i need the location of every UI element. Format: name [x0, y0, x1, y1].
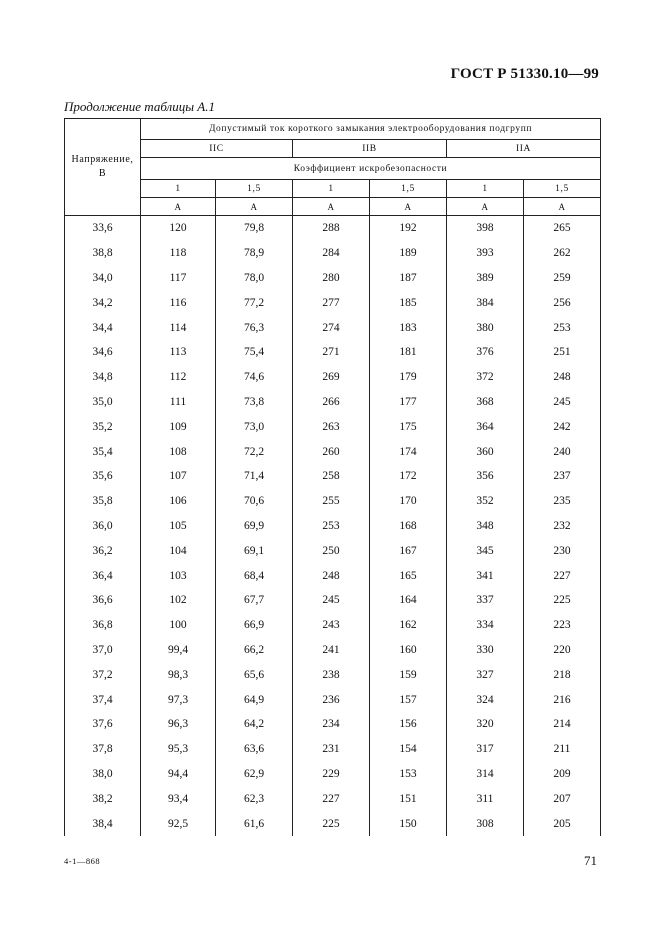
current-cell: 70,6 [216, 489, 293, 514]
current-cell: 93,4 [141, 786, 216, 811]
table-row [65, 613, 601, 638]
current-cell: 75,4 [216, 340, 293, 365]
current-cell: 327 [447, 662, 524, 687]
voltage-cell: 33,6 [65, 216, 141, 241]
current-cell: 177 [370, 390, 447, 415]
voltage-cell: 35,6 [65, 464, 141, 489]
current-cell: 77,2 [216, 290, 293, 315]
current-cell: 262 [524, 241, 601, 266]
current-cell: 100 [141, 613, 216, 638]
coefficient-header: Коэффициент искробезопасности [141, 158, 601, 180]
current-cell: 238 [293, 662, 370, 687]
table-row [65, 811, 601, 836]
voltage-cell: 35,0 [65, 390, 141, 415]
current-cell: 236 [293, 687, 370, 712]
current-cell: 183 [370, 315, 447, 340]
current-cell: 170 [370, 489, 447, 514]
current-cell: 165 [370, 563, 447, 588]
coefficient-cell: 1,5 [216, 180, 293, 198]
voltage-cell: 34,8 [65, 365, 141, 390]
voltage-cell: 38,8 [65, 241, 141, 266]
current-cell: 348 [447, 514, 524, 539]
current-cell: 255 [293, 489, 370, 514]
current-cell: 364 [447, 414, 524, 439]
current-cell: 181 [370, 340, 447, 365]
unit-cell: А [447, 198, 524, 216]
current-cell: 308 [447, 811, 524, 836]
current-cell: 159 [370, 662, 447, 687]
current-cell: 112 [141, 365, 216, 390]
current-cell: 104 [141, 538, 216, 563]
table-row [65, 762, 601, 787]
voltage-cell: 38,4 [65, 811, 141, 836]
current-cell: 311 [447, 786, 524, 811]
voltage-header-line2: В [98, 168, 107, 179]
current-cell: 98,3 [141, 662, 216, 687]
current-cell: 164 [370, 588, 447, 613]
voltage-cell: 36,4 [65, 563, 141, 588]
current-cell: 263 [293, 414, 370, 439]
table-row [65, 489, 601, 514]
current-cell: 151 [370, 786, 447, 811]
current-cell: 64,9 [216, 687, 293, 712]
table-row [65, 712, 601, 737]
current-cell: 360 [447, 439, 524, 464]
voltage-cell: 37,6 [65, 712, 141, 737]
current-cell: 248 [524, 365, 601, 390]
table-row [65, 737, 601, 762]
current-cell: 108 [141, 439, 216, 464]
current-cell: 245 [524, 390, 601, 415]
current-cell: 187 [370, 266, 447, 291]
current-cell: 352 [447, 489, 524, 514]
voltage-cell: 37,4 [65, 687, 141, 712]
voltage-cell: 34,4 [65, 315, 141, 340]
unit-cell: А [370, 198, 447, 216]
current-cell: 175 [370, 414, 447, 439]
table-row [65, 365, 601, 390]
current-cell: 69,9 [216, 514, 293, 539]
current-cell: 94,4 [141, 762, 216, 787]
current-cell: 398 [447, 216, 524, 241]
current-cell: 372 [447, 365, 524, 390]
current-cell: 265 [524, 216, 601, 241]
group-header: Допустимый ток короткого замыкания электрооборудования подгрупп [141, 119, 601, 140]
voltage-header-line1: Напряжение, [71, 154, 134, 165]
subgroup-header: IIA [447, 140, 601, 158]
current-cell: 288 [293, 216, 370, 241]
current-cell: 105 [141, 514, 216, 539]
voltage-cell: 34,2 [65, 290, 141, 315]
table-caption: Продолжение таблицы А.1 [64, 99, 215, 114]
current-cell: 160 [370, 638, 447, 663]
table-row [65, 290, 601, 315]
current-cell: 73,8 [216, 390, 293, 415]
current-cell: 72,2 [216, 439, 293, 464]
current-cell: 153 [370, 762, 447, 787]
current-cell: 245 [293, 588, 370, 613]
table-row [65, 786, 601, 811]
table-row [65, 315, 601, 340]
current-cell: 114 [141, 315, 216, 340]
current-cell: 205 [524, 811, 601, 836]
current-cell: 314 [447, 762, 524, 787]
current-cell: 376 [447, 340, 524, 365]
current-cell: 214 [524, 712, 601, 737]
current-cell: 67,7 [216, 588, 293, 613]
current-cell: 227 [293, 786, 370, 811]
current-cell: 116 [141, 290, 216, 315]
current-cell: 167 [370, 538, 447, 563]
current-cell: 253 [293, 514, 370, 539]
current-cell: 103 [141, 563, 216, 588]
current-cell: 269 [293, 365, 370, 390]
current-cell: 106 [141, 489, 216, 514]
voltage-cell: 36,6 [65, 588, 141, 613]
current-cell: 172 [370, 464, 447, 489]
current-cell: 330 [447, 638, 524, 663]
table-row [65, 216, 601, 241]
current-limits-table [64, 118, 601, 836]
current-cell: 259 [524, 266, 601, 291]
current-cell: 66,9 [216, 613, 293, 638]
current-cell: 253 [524, 315, 601, 340]
table-row [65, 588, 601, 613]
current-cell: 256 [524, 290, 601, 315]
voltage-column-header [65, 119, 141, 216]
current-cell: 154 [370, 737, 447, 762]
current-cell: 251 [524, 340, 601, 365]
current-cell: 218 [524, 662, 601, 687]
current-cell: 274 [293, 315, 370, 340]
current-cell: 74,6 [216, 365, 293, 390]
voltage-cell: 36,8 [65, 613, 141, 638]
current-cell: 157 [370, 687, 447, 712]
current-cell: 258 [293, 464, 370, 489]
current-cell: 227 [524, 563, 601, 588]
table-row [65, 687, 601, 712]
current-cell: 97,3 [141, 687, 216, 712]
current-cell: 64,2 [216, 712, 293, 737]
unit-cell: А [216, 198, 293, 216]
current-cell: 250 [293, 538, 370, 563]
table-row [65, 390, 601, 415]
current-cell: 156 [370, 712, 447, 737]
current-cell: 65,6 [216, 662, 293, 687]
current-cell: 277 [293, 290, 370, 315]
current-cell: 107 [141, 464, 216, 489]
current-cell: 78,9 [216, 241, 293, 266]
current-cell: 73,0 [216, 414, 293, 439]
voltage-cell: 38,0 [65, 762, 141, 787]
current-cell: 384 [447, 290, 524, 315]
voltage-cell: 36,0 [65, 514, 141, 539]
current-cell: 337 [447, 588, 524, 613]
current-cell: 317 [447, 737, 524, 762]
current-cell: 71,4 [216, 464, 293, 489]
current-cell: 242 [524, 414, 601, 439]
unit-cell: А [524, 198, 601, 216]
current-cell: 243 [293, 613, 370, 638]
current-cell: 216 [524, 687, 601, 712]
current-cell: 150 [370, 811, 447, 836]
voltage-cell: 37,2 [65, 662, 141, 687]
current-cell: 174 [370, 439, 447, 464]
coefficient-cell: 1,5 [524, 180, 601, 198]
voltage-cell: 38,2 [65, 786, 141, 811]
table-row [65, 241, 601, 266]
coefficient-cell: 1 [447, 180, 524, 198]
current-cell: 241 [293, 638, 370, 663]
table-row [65, 563, 601, 588]
coefficient-cell: 1 [141, 180, 216, 198]
unit-row [65, 198, 601, 216]
current-cell: 356 [447, 464, 524, 489]
current-cell: 389 [447, 266, 524, 291]
table-body [65, 216, 601, 836]
table-row [65, 538, 601, 563]
current-cell: 111 [141, 390, 216, 415]
coefficient-row [65, 180, 601, 198]
current-cell: 324 [447, 687, 524, 712]
current-cell: 102 [141, 588, 216, 613]
current-cell: 118 [141, 241, 216, 266]
current-cell: 99,4 [141, 638, 216, 663]
voltage-cell: 34,0 [65, 266, 141, 291]
current-cell: 211 [524, 737, 601, 762]
subgroup-header: IIB [293, 140, 447, 158]
current-cell: 185 [370, 290, 447, 315]
table-row [65, 514, 601, 539]
current-cell: 92,5 [141, 811, 216, 836]
coefficient-cell: 1 [293, 180, 370, 198]
unit-cell: А [141, 198, 216, 216]
current-cell: 260 [293, 439, 370, 464]
current-cell: 62,9 [216, 762, 293, 787]
table-row [65, 340, 601, 365]
current-cell: 237 [524, 464, 601, 489]
current-cell: 271 [293, 340, 370, 365]
current-cell: 234 [293, 712, 370, 737]
table-row [65, 266, 601, 291]
current-cell: 62,3 [216, 786, 293, 811]
current-cell: 320 [447, 712, 524, 737]
current-cell: 120 [141, 216, 216, 241]
table-row [65, 439, 601, 464]
current-cell: 345 [447, 538, 524, 563]
current-cell: 284 [293, 241, 370, 266]
unit-cell: А [293, 198, 370, 216]
current-cell: 334 [447, 613, 524, 638]
current-cell: 341 [447, 563, 524, 588]
subgroup-header: IIC [141, 140, 293, 158]
voltage-cell: 36,2 [65, 538, 141, 563]
current-cell: 189 [370, 241, 447, 266]
standard-code: ГОСТ Р 51330.10—99 [450, 66, 599, 82]
voltage-cell: 35,4 [65, 439, 141, 464]
current-cell: 230 [524, 538, 601, 563]
current-cell: 280 [293, 266, 370, 291]
current-cell: 220 [524, 638, 601, 663]
table-header [65, 119, 601, 216]
voltage-cell: 35,8 [65, 489, 141, 514]
current-cell: 223 [524, 613, 601, 638]
current-cell: 380 [447, 315, 524, 340]
current-cell: 96,3 [141, 712, 216, 737]
current-cell: 109 [141, 414, 216, 439]
current-cell: 61,6 [216, 811, 293, 836]
current-cell: 69,1 [216, 538, 293, 563]
current-cell: 113 [141, 340, 216, 365]
voltage-cell: 37,0 [65, 638, 141, 663]
current-cell: 225 [293, 811, 370, 836]
coefficient-cell: 1,5 [370, 180, 447, 198]
current-cell: 207 [524, 786, 601, 811]
current-cell: 209 [524, 762, 601, 787]
current-cell: 78,0 [216, 266, 293, 291]
current-cell: 179 [370, 365, 447, 390]
current-cell: 66,2 [216, 638, 293, 663]
current-cell: 95,3 [141, 737, 216, 762]
current-cell: 248 [293, 563, 370, 588]
current-cell: 229 [293, 762, 370, 787]
current-cell: 162 [370, 613, 447, 638]
current-cell: 232 [524, 514, 601, 539]
current-cell: 240 [524, 439, 601, 464]
current-cell: 235 [524, 489, 601, 514]
voltage-cell: 37,8 [65, 737, 141, 762]
table-row [65, 662, 601, 687]
current-cell: 79,8 [216, 216, 293, 241]
current-cell: 266 [293, 390, 370, 415]
current-cell: 68,4 [216, 563, 293, 588]
current-cell: 393 [447, 241, 524, 266]
voltage-cell: 35,2 [65, 414, 141, 439]
current-cell: 168 [370, 514, 447, 539]
current-cell: 225 [524, 588, 601, 613]
print-code: 4-1—868 [64, 856, 101, 866]
current-cell: 192 [370, 216, 447, 241]
table-row [65, 464, 601, 489]
voltage-cell: 34,6 [65, 340, 141, 365]
current-cell: 76,3 [216, 315, 293, 340]
current-cell: 117 [141, 266, 216, 291]
current-cell: 63,6 [216, 737, 293, 762]
table-row [65, 638, 601, 663]
table-row [65, 414, 601, 439]
page-number: 71 [584, 853, 597, 868]
current-cell: 231 [293, 737, 370, 762]
current-cell: 368 [447, 390, 524, 415]
